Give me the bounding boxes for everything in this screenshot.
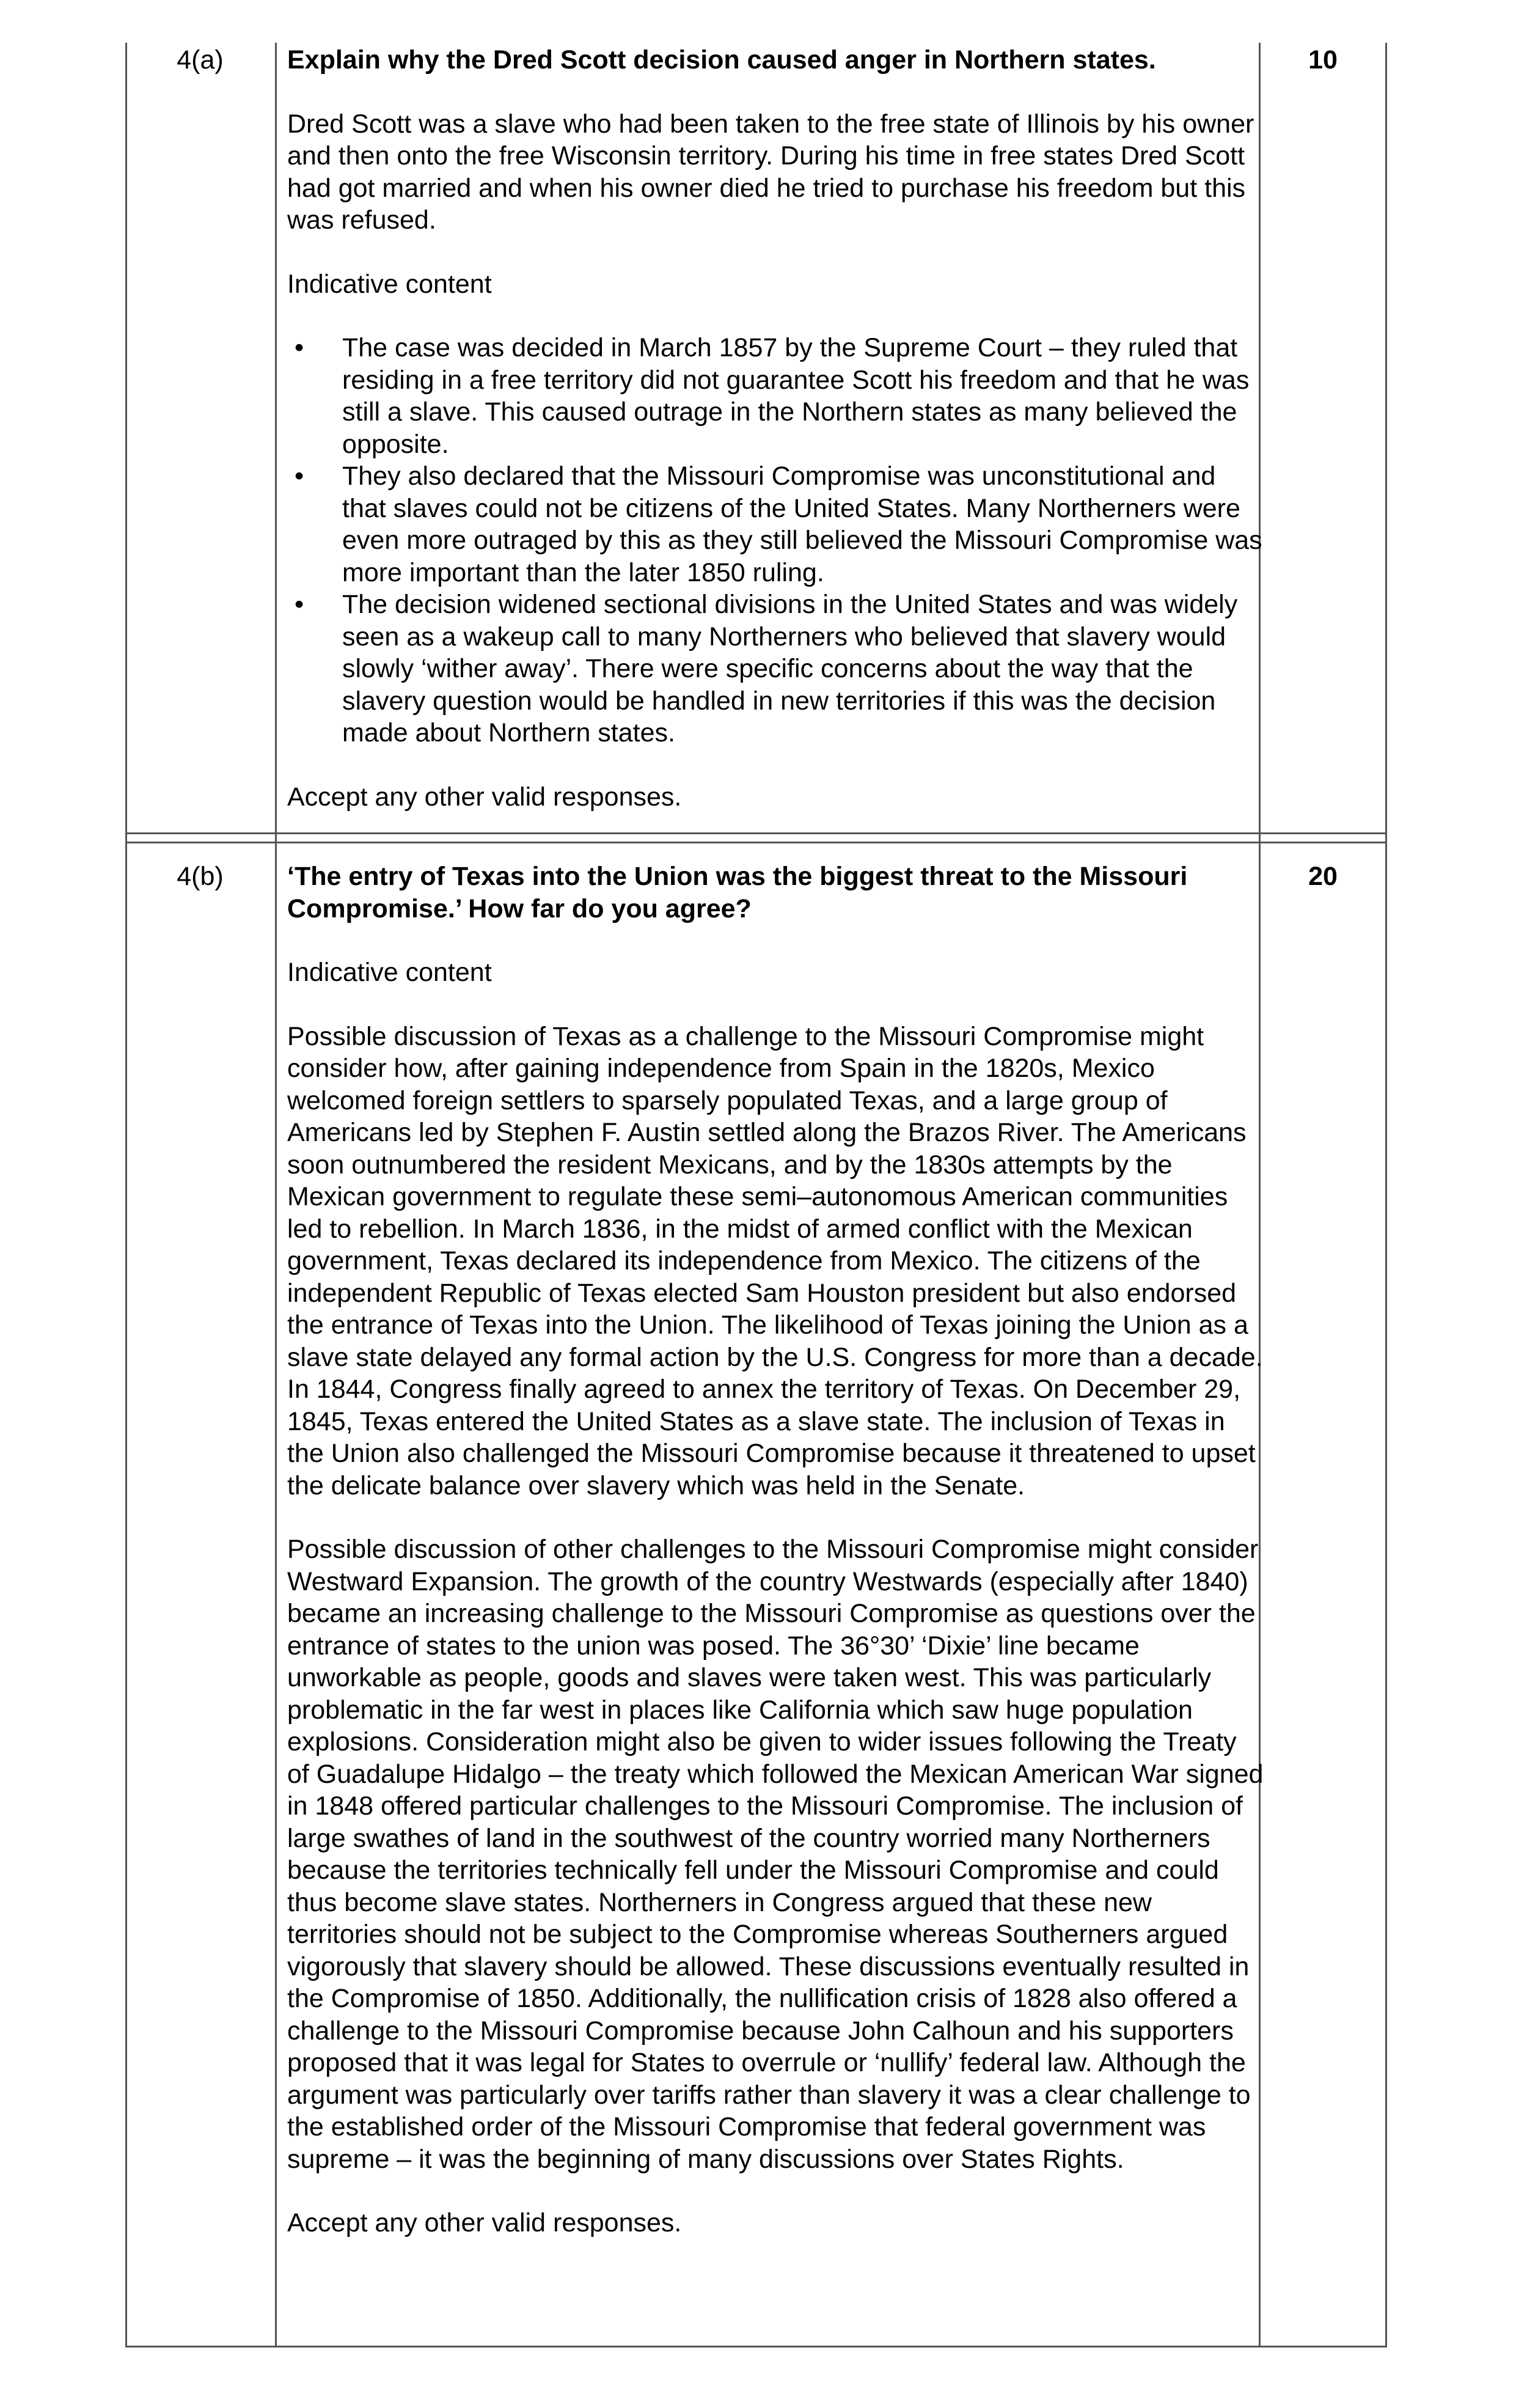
accept-note-4a: Accept any other valid responses. [287,782,682,812]
table-border-bottom [125,2346,1387,2347]
question-number-4a: 4(a) [177,45,224,75]
indicative-content-label-4b: Indicative content [287,958,492,987]
question-number-4b: 4(b) [177,862,224,891]
answer-content-4b [287,861,1265,2239]
intro-paragraph-4a: Dred Scott was a slave who had been taken to the free state of Illinois by his owner and then onto the free Wisconsin territory. During his time in free states Dred Scott had got married and when his owner died he tried to purchase his freedom but this was refused. [287,109,1254,235]
question-text-4b: ‘The entry of Texas into the Union was the biggest threat to the Missouri Compromise.’ How far do you agree? [287,862,1188,923]
bullet-item: • They also declared that the Missouri Compromise was unconstitutional and that slaves could not be citizens of the United States. Many Northerners were even more outraged by this as they still believed the Missouri Compromise was more important than the later 1850 ruling. [287,460,1265,589]
marks-4a: 10 [1308,45,1338,75]
bullet-item: • The decision widened sectional divisions in the United States and was widely seen as a wakeup call to many Northerners who believed that slavery would slowly ‘wither away’. There were specific concerns about the way that the slavery question would be handled in new territories if this was the decision made about Northern states. [287,589,1265,749]
marks-4b: 20 [1308,862,1338,891]
indicative-bullets-4a [287,332,1265,749]
row-divider-bottom [125,842,1387,843]
indicative-content-label-4a: Indicative content [287,269,492,299]
question-text-4a: Explain why the Dred Scott decision caused anger in Northern states. [287,45,1156,75]
table-border-left [125,43,127,2347]
answer-content-4a [287,44,1265,813]
accept-note-4b: Accept any other valid responses. [287,2208,682,2237]
table-border-qnum [275,43,277,2347]
discussion-paragraph-texas: Possible discussion of Texas as a challenge to the Missouri Compromise might consider how, after gaining independence from Spain in the 1820s, Mexico welcomed foreign settlers to sparsely populated Texas, and a large group of Americans led by Stephen F. Austin settled along the Brazos River. The Americans soon outnumbered the resident Mexicans, and by the 1830s attempts by the Mexican government to regulate these semi–autonomous American communities led to rebellion. In March 1836, in the midst of armed conflict with the Mexican government, Texas declared its independence from Mexico. The citizens of the independent Republic of Texas elected Sam Houston president but also endorsed the entrance of Texas into the Union. The likelihood of Texas joining the Union as a slave state delayed any formal action by the U.S. Congress for more than a decade. In 1844, Congress finally agreed to annex the territory of Texas. On December 29, 1845, Texas entered the United States as a slave state. The inclusion of Texas in the Union also challenged the Missouri Compromise because it threatened to upset the delicate balance over slavery which was held in the Senate. [287,1021,1263,1500]
discussion-paragraph-other: Possible discussion of other challenges to the Missouri Compromise might consider Westward Expansion. The growth of the country Westwards (especially after 1840) became an increasing challenge to the Missouri Compromise as questions over the entrance of states to the union was posed. The 36°30’ ‘Dixie’ line became unworkable as people, goods and slaves were taken west. This was particularly problematic in the far west in places like California which saw huge population explosions. Consideration might also be given to wider issues following the Treaty of Guadalupe Hidalgo – the treaty which followed the Mexican American War signed in 1848 offered particular challenges to the Missouri Compromise. The inclusion of large swathes of land in the southwest of the country worried many Northerners because the territories technically fell under the Missouri Compromise and could thus become slave states. Northerners in Congress argued that these new territories should not be subject to the Compromise whereas Southerners argued vigorously that slavery should be allowed. These discussions eventually resulted in the Compromise of 1850. Additionally, the nullification crisis of 1828 also offered a challenge to the Missouri Compromise because John Calhoun and his supporters proposed that it was legal for States to overrule or ‘nullify’ federal law. Although the argument was particularly over tariffs rather than slavery it was a clear challenge to the established order of the Missouri Compromise that federal government was supreme – it was the beginning of many discussions over States Rights. [287,1535,1264,2174]
row-divider-top [125,832,1387,834]
bullet-item: • The case was decided in March 1857 by the Supreme Court – they ruled that residing in a free territory did not guarantee Scott his freedom and that he was still a slave. This caused outrage in the Northern states as many believed the opposite. [287,332,1265,460]
table-border-right [1385,43,1387,2347]
